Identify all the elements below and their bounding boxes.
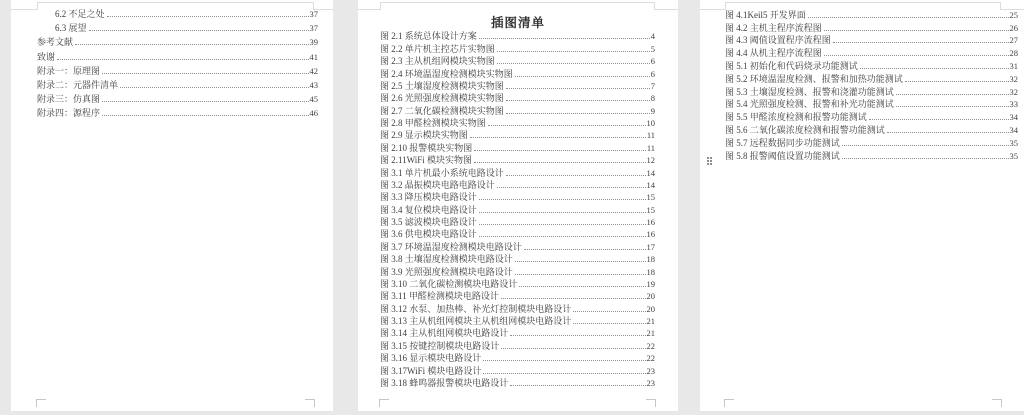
toc-entry-label: 图 3.12 水泵、加热棒、补光灯控制模块电路设计	[380, 303, 572, 314]
dot-leader	[896, 94, 1009, 95]
toc-entry[interactable]	[380, 190, 655, 202]
toc-entry-label: 图 3.1 单片机最小系统电路设计	[380, 167, 504, 178]
toc-entry-page-number: 37	[309, 9, 318, 20]
dot-leader	[905, 81, 1009, 82]
dot-leader	[524, 249, 646, 250]
toc-entry-page-number: 6	[650, 68, 655, 79]
toc-entry-page-number: 39	[309, 37, 318, 48]
toc-entry-label: 图 5.4 光照强度检测、报警和补光功能测试	[725, 99, 894, 110]
dot-leader	[573, 323, 645, 324]
crop-mark-bottom-left	[379, 399, 389, 407]
toc-entry[interactable]	[380, 178, 655, 190]
toc-entry-page-number: 6	[650, 56, 655, 67]
toc-entry[interactable]	[380, 301, 655, 313]
toc-entry[interactable]	[380, 239, 655, 251]
dot-leader	[515, 274, 646, 275]
toc-entry-label: 图 2.1 系统总体设计方案	[380, 31, 477, 42]
toc-entry-page-number: 32	[1009, 86, 1018, 97]
toc-entry[interactable]	[380, 29, 655, 41]
document-page-2	[358, 0, 678, 411]
toc-entry-label: 图 3.13 主从机组网模块主从机组网模块电路设计	[380, 316, 572, 326]
toc-entry[interactable]	[725, 148, 1018, 161]
dot-leader	[107, 16, 309, 17]
toc-entry-label: 图 2.5 土壤湿度检测模块实物图	[380, 80, 504, 91]
toc-entry-label: 图 3.3 降压模块电路设计	[380, 192, 477, 203]
toc-entry[interactable]	[380, 376, 655, 388]
toc-entry-label: 图 3.2 晶振模块电路电路设计	[380, 179, 495, 190]
dot-leader	[474, 150, 646, 151]
dot-leader	[808, 17, 1009, 18]
toc-entry-page-number: 27	[1009, 35, 1018, 46]
toc-entry-label: 图 3.11 甲醛检测模块电路设计	[380, 291, 499, 302]
toc-entry-page-number: 28	[1009, 48, 1018, 59]
toc-entry[interactable]	[37, 62, 318, 76]
toc-entry[interactable]	[380, 79, 655, 91]
toc-entry-page-number: 23	[646, 377, 655, 388]
toc-entry[interactable]	[37, 19, 318, 33]
toc-entry-page-number: 42	[309, 65, 318, 76]
figure-list-rows	[725, 7, 1018, 161]
dot-leader	[497, 51, 650, 52]
toc-entry-label: 图 3.15 按键控制模块电路设计	[380, 340, 500, 351]
dot-leader	[474, 162, 645, 163]
toc-entry-page-number: 22	[646, 340, 655, 351]
toc-entry-label: 图 2.11WiFi 模块实物图	[380, 155, 473, 166]
dot-leader	[488, 125, 646, 126]
toc-entry-label: 图 3.14 主从机组网模块电路设计	[380, 328, 509, 339]
toc-entry-label: 致谢	[37, 51, 56, 62]
toc-entry-page-number: 20	[646, 291, 655, 302]
toc-entry[interactable]	[380, 103, 655, 115]
toc-entry-page-number: 23	[646, 365, 655, 376]
toc-entry[interactable]	[725, 45, 1018, 58]
toc-entry[interactable]	[380, 165, 655, 177]
toc-entry-label: 图 3.7 环境温湿度检测模块电路设计	[380, 241, 522, 252]
toc-entry[interactable]	[725, 58, 1018, 71]
toc-entry-page-number: 16	[646, 229, 655, 240]
toc-entry-page-number: 15	[646, 192, 655, 203]
toc-entry-page-number: 34	[1009, 124, 1018, 135]
dot-leader	[842, 145, 1009, 146]
toc-entry-page-number: 21	[646, 328, 655, 339]
dot-leader	[860, 68, 1009, 69]
toc-entry-page-number: 21	[646, 316, 655, 326]
toc-entry[interactable]	[37, 5, 318, 19]
toc-entry-label: 图 5.2 环境温湿度检测、报警和加热功能测试	[725, 73, 903, 84]
toc-entry[interactable]	[37, 90, 318, 104]
dot-leader	[479, 224, 646, 225]
toc-entry-label: 图 5.6 二氧化碳浓度检测和报警功能测试	[725, 124, 885, 135]
dot-leader	[479, 236, 646, 237]
dot-leader	[501, 298, 646, 299]
toc-entry-page-number: 33	[1009, 99, 1018, 110]
toc-entry[interactable]	[380, 54, 655, 66]
toc-entry-page-number: 43	[309, 79, 318, 90]
toc-entry-label: 图 3.5 滤波模块电路设计	[380, 217, 477, 227]
toc-entry-page-number: 45	[309, 93, 318, 104]
toc-entry-page-number: 4	[650, 31, 655, 42]
toc-entry[interactable]	[380, 351, 655, 363]
dot-leader	[519, 286, 645, 287]
crop-mark-bottom-right	[305, 399, 315, 407]
toc-entry-label: 图 2.8 甲醛检测模块实物图	[380, 118, 486, 128]
toc-entry-label: 6.2 不足之处	[55, 9, 105, 20]
dot-leader	[497, 63, 650, 64]
toc-entry-page-number: 35	[1009, 137, 1018, 148]
dot-leader	[506, 113, 650, 114]
toc-entry-page-number: 20	[646, 303, 655, 314]
toc-entry-label: 附录四：源程序	[37, 108, 101, 119]
dot-leader	[869, 119, 1009, 120]
toc-entry[interactable]	[37, 76, 318, 90]
toc-entry-label: 图 5.3 土壤湿度检测、报警和浇灌功能测试	[725, 86, 894, 97]
toc-entry[interactable]	[725, 135, 1018, 148]
toc-entry[interactable]	[725, 122, 1018, 135]
toc-entry-page-number: 18	[646, 254, 655, 265]
toc-entry-label: 图 3.17WiFi 模块电路设计	[380, 365, 482, 376]
toc-entry-label: 图 5.8 报警阈值设置功能测试	[725, 150, 840, 161]
toc-entry[interactable]	[380, 277, 655, 289]
toc-entry[interactable]	[380, 202, 655, 214]
dot-leader	[833, 42, 1009, 43]
dot-leader	[824, 55, 1009, 56]
crop-mark-bottom-right	[646, 399, 656, 407]
page-title: 插图清单	[490, 16, 545, 30]
toc-entry-page-number: 35	[1009, 150, 1018, 161]
toc-entry-page-number: 9	[650, 105, 655, 116]
dot-leader	[479, 38, 650, 39]
dot-leader	[102, 73, 308, 74]
toc-entry[interactable]	[380, 66, 655, 78]
toc-entry[interactable]	[380, 338, 655, 350]
toc-entry-label: 图 3.16 显示模块电路设计	[380, 353, 482, 364]
dot-leader	[510, 335, 645, 336]
toc-entry-label: 图 5.7 远程数据同步功能测试	[725, 137, 840, 148]
dot-leader	[824, 30, 1009, 31]
toc-entry[interactable]	[380, 116, 655, 128]
toc-entry-label: 图 2.4 环境温湿度检测模块实物图	[380, 68, 513, 79]
dot-leader	[896, 106, 1009, 107]
dot-leader	[57, 59, 308, 60]
toc-entry[interactable]	[380, 252, 655, 264]
toc-entry[interactable]	[380, 41, 655, 53]
crop-mark-bottom-right	[992, 399, 1002, 407]
toc-entry-label: 参考文献	[37, 37, 74, 48]
toc-entry-page-number: 46	[309, 108, 318, 119]
toc-entry-label: 附录二：元器件清单	[37, 79, 119, 90]
toc-entry[interactable]	[725, 84, 1018, 97]
dot-leader	[573, 311, 645, 312]
toc-rows	[37, 5, 318, 118]
toc-entry[interactable]	[380, 215, 655, 227]
toc-entry-page-number: 10	[646, 118, 655, 128]
dot-leader	[506, 100, 650, 101]
dot-leader	[515, 76, 650, 77]
dot-leader	[506, 175, 646, 176]
toc-entry-page-number: 7	[650, 80, 655, 91]
toc-entry-label: 图 4.2 主机主程序流程图	[725, 22, 822, 33]
toc-entry-page-number: 25	[1009, 9, 1018, 20]
toc-entry-label: 图 2.9 显示模块实物图	[380, 130, 468, 141]
dot-leader	[102, 115, 308, 116]
toc-entry-label: 图 3.10 二氧化碳检测模块电路设计	[380, 278, 518, 289]
toc-entry-page-number: 11	[646, 130, 655, 141]
toc-entry-label: 图 2.2 单片机主控芯片实物图	[380, 43, 495, 54]
dot-leader	[479, 212, 646, 213]
toc-entry[interactable]	[380, 227, 655, 239]
toc-entry[interactable]	[725, 20, 1018, 33]
figure-list-rows	[380, 29, 655, 388]
toc-entry[interactable]	[37, 47, 318, 61]
toc-entry-label: 图 2.6 光照强度检测模块实物图	[380, 93, 504, 104]
crop-mark-bottom-left	[36, 399, 46, 407]
toc-entry[interactable]	[380, 91, 655, 103]
toc-entry[interactable]	[380, 289, 655, 301]
toc-entry-page-number: 16	[646, 217, 655, 227]
toc-entry-page-number: 37	[309, 23, 318, 34]
dot-leader	[510, 385, 645, 386]
dot-leader	[506, 88, 650, 89]
dot-leader	[497, 187, 646, 188]
toc-entry[interactable]	[380, 326, 655, 338]
toc-entry[interactable]	[380, 153, 655, 165]
toc-entry-label: 图 4.1Keil5 开发界面	[725, 9, 806, 20]
toc-entry-page-number: 26	[1009, 22, 1018, 33]
dot-leader	[501, 348, 645, 349]
toc-entry[interactable]	[725, 109, 1018, 122]
toc-entry-label: 图 3.18 蜂鸣器报警模块电路设计	[380, 377, 509, 388]
toc-entry-label: 附录三：仿真图	[37, 93, 101, 104]
toc-entry-page-number: 11	[646, 142, 655, 153]
document-page-1	[11, 0, 333, 411]
dot-leader	[75, 44, 308, 45]
toc-entry-page-number: 17	[646, 241, 655, 252]
dot-leader	[483, 373, 645, 374]
toc-entry[interactable]	[725, 97, 1018, 110]
toc-entry[interactable]	[380, 314, 655, 326]
toc-entry[interactable]	[37, 33, 318, 47]
toc-entry-label: 图 5.1 初始化和代码烧录功能测试	[725, 60, 858, 71]
toc-entry-label: 图 2.7 二氧化碳检测模块实物图	[380, 105, 504, 116]
toc-entry-label: 图 4.3 阈值设置程序流程图	[725, 35, 831, 46]
toc-entry-page-number: 14	[646, 179, 655, 190]
toc-entry[interactable]	[380, 264, 655, 276]
toc-entry[interactable]	[725, 7, 1018, 20]
dot-leader	[483, 360, 645, 361]
anchor-grid-icon[interactable]	[707, 157, 713, 166]
toc-entry[interactable]	[37, 104, 318, 118]
toc-entry[interactable]	[380, 140, 655, 152]
toc-entry-label: 图 3.4 复位模块电路设计	[380, 204, 477, 215]
toc-entry-label: 图 5.5 甲醛浓度检测和报警功能测试	[725, 112, 867, 123]
toc-entry-page-number: 12	[646, 155, 655, 166]
toc-entry[interactable]	[380, 363, 655, 375]
toc-entry-page-number: 14	[646, 167, 655, 178]
crop-mark-bottom-left	[724, 399, 734, 407]
toc-entry-page-number: 22	[646, 353, 655, 364]
toc-entry-page-number: 5	[650, 43, 655, 54]
toc-entry-label: 图 3.6 供电模块电路设计	[380, 229, 477, 240]
toc-entry-page-number: 8	[650, 93, 655, 104]
toc-entry[interactable]	[380, 128, 655, 140]
dot-leader	[89, 30, 309, 31]
toc-entry-label: 图 4.4 从机主程序流程图	[725, 48, 822, 59]
dot-leader	[120, 87, 308, 88]
toc-entry-page-number: 19	[646, 278, 655, 289]
toc-entry-label: 附录一：原理图	[37, 65, 101, 76]
dot-leader	[479, 199, 646, 200]
dot-leader	[842, 158, 1009, 159]
toc-entry-label: 图 2.3 主从机组网模块实物图	[380, 56, 495, 67]
toc-entry-page-number: 18	[646, 266, 655, 277]
toc-entry-label: 6.3 展望	[55, 23, 87, 34]
toc-entry[interactable]	[725, 33, 1018, 46]
dot-leader	[515, 261, 646, 262]
dot-leader	[102, 101, 308, 102]
dot-leader	[887, 132, 1009, 133]
toc-entry-label: 图 2.10 报警模块实物图	[380, 142, 473, 153]
toc-entry[interactable]	[725, 71, 1018, 84]
document-page-3	[700, 0, 1024, 411]
toc-entry-page-number: 41	[309, 51, 318, 62]
toc-entry-label: 图 3.9 光照强度检测模块电路设计	[380, 266, 513, 277]
toc-entry-page-number: 31	[1009, 60, 1018, 71]
toc-entry-page-number: 32	[1009, 73, 1018, 84]
dot-leader	[470, 137, 646, 138]
toc-entry-page-number: 34	[1009, 112, 1018, 123]
toc-entry-page-number: 15	[646, 204, 655, 215]
toc-entry-label: 图 3.8 土壤湿度检测模块电路设计	[380, 254, 513, 265]
